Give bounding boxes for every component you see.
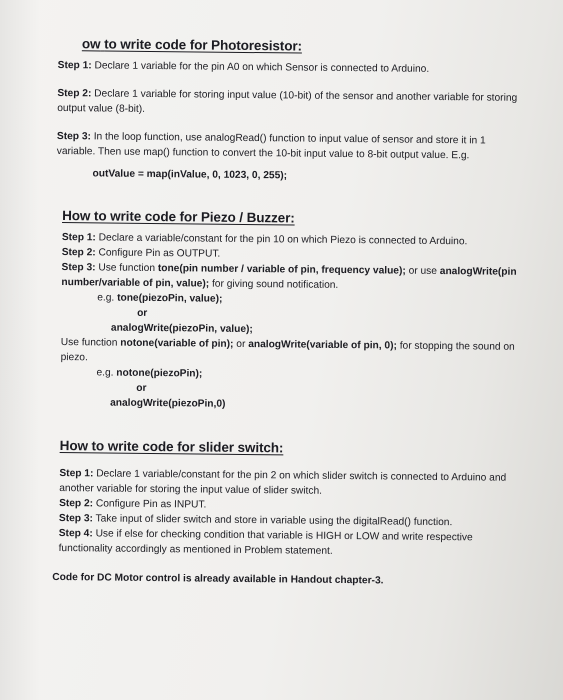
photoresistor-example: outValue = map(inValue, 0, 1023, 0, 255); <box>92 168 288 182</box>
piezo-example-1: e.g. tone(piezoPin, value); <box>97 292 223 305</box>
piezo-or-1: or <box>137 307 148 319</box>
photoresistor-step-2: Step 2: Declare 1 variable for storing input value (10-bit) of the sensor and another variable for storing output value (8-bit). <box>57 87 518 115</box>
slider-step-1: Step 1: Declare 1 variable/constant for the pin 2 on which slider switch is connected to Arduino and another variable for storing the input value of slider switch. <box>59 468 507 497</box>
piezo-stop-instruction: Use function notone(variable of pin); or analogWrite(variable of pin, 0); for stopping the sound on piezo. <box>60 337 515 364</box>
section-slider <box>59 438 516 561</box>
section-title-photoresistor: ow to write code for Photoresistor: <box>81 36 303 54</box>
photoresistor-step-1: Step 1: Declare 1 variable for the pin A0 on which Sensor is connected to Arduino. <box>57 59 430 75</box>
piezo-or-2: or <box>136 382 147 394</box>
photoresistor-step-3: Step 3: In the loop function, use analogRead() function to input value of sensor and store it in 1 variable. Then use map() function to convert the 10-bit input value to 8-bit output value. E.g. <box>56 130 486 162</box>
section-piezo <box>60 208 518 415</box>
slider-step-2: Step 2: Configure Pin as INPUT. <box>59 498 207 511</box>
section-title-slider: How to write code for slider switch: <box>59 438 284 456</box>
piezo-step-2: Step 2: Configure Pin as OUTPUT. <box>61 247 221 260</box>
document-content <box>52 36 520 590</box>
piezo-step-1: Step 1: Declare a variable/constant for the pin 10 on which Piezo is connected to Arduino. <box>61 232 468 248</box>
footer-note: Code for DC Motor control is already available in Handout chapter-3. <box>52 571 384 587</box>
slider-step-3: Step 3: Take input of slider switch and store in variable using the digitalRead() function. <box>58 513 453 529</box>
piezo-example-2: analogWrite(piezoPin, value); <box>110 322 253 336</box>
piezo-example-3: e.g. notone(piezoPin); <box>96 367 203 380</box>
page-shadow <box>0 0 40 700</box>
piezo-example-4: analogWrite(piezoPin,0) <box>110 397 226 410</box>
section-photoresistor <box>56 36 519 186</box>
slider-step-4: Step 4: Use if else for checking condition that variable is HIGH or LOW and write respective functionality accordingly as mentioned in Problem statement. <box>58 528 473 557</box>
piezo-step-3: Step 3: Use function tone(pin number / variable of pin, frequency value); or use analogWrite(pin number/variable of pin, value); for giving sound notification. <box>61 262 517 291</box>
section-title-piezo: How to write code for Piezo / Buzzer: <box>62 208 295 226</box>
